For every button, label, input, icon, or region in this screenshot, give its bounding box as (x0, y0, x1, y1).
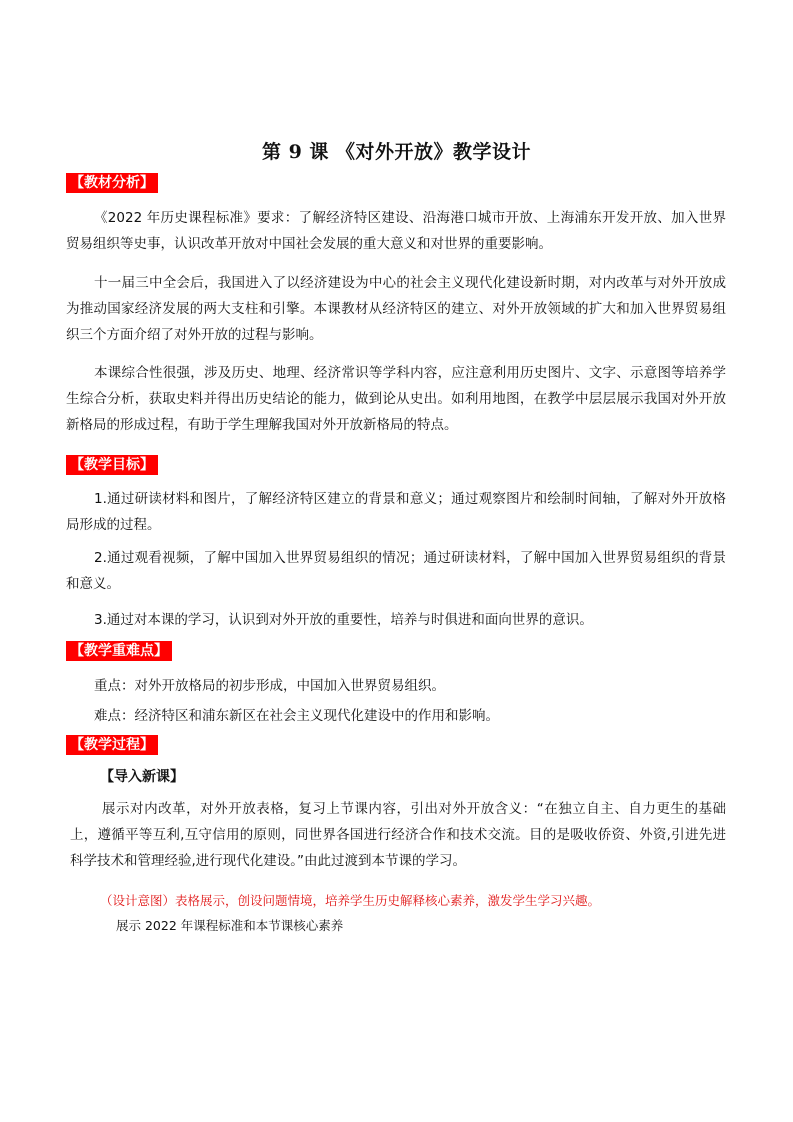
heading-teaching-goals: 【教学目标】 (66, 455, 158, 475)
goal-item-1: 1.通过研读材料和图片，了解经济特区建立的背景和意义；通过观察图片和绘制时间轴，了解对外开放格局形成的过程。 (66, 491, 726, 533)
intro-subheading: 【导入新课】 (100, 769, 184, 785)
analysis-paragraph-2: 十一届三中全会后，我国进入了以经济建设为中心的社会主义现代化建设新时期，对内改革与对外开放成为推动国家经济发展的两大支柱和引擎。本课教材从经济特区的建立、对外开放领域的扩大和加入世界贸易组织三个方面介绍了对外开放的过程与影响。 (66, 275, 726, 343)
key-point: 重点：对外开放格局的初步形成，中国加入世界贸易组织。 (94, 678, 445, 694)
analysis-paragraph-3: 本课综合性很强，涉及历史、地理、经济常识等学科内容，应注意利用历史图片、文字、示意图等培养学生综合分析，获取史料并得出历史结论的能力，做到论从史出。如利用地图，在教学中层层展示我国对外开放新格局的形成过程，有助于学生理解我国对外开放新格局的特点。 (66, 365, 726, 433)
heading-teaching-process: 【教学过程】 (66, 735, 158, 755)
goal-item-3: 3.通过对本课的学习，认识到对外开放的重要性，培养与时俱进和面向世界的意识。 (94, 612, 593, 628)
show-standard-text: 展示 2022 年课程标准和本节课核心素养 (116, 918, 344, 933)
intro-paragraph: 展示对内改革，对外开放表格，复习上节课内容，引出对外开放含义：“在独立自主、自力更生的基础上，遵循平等互利,互守信用的原则，同世界各国进行经济合作和技术交流。目的是吸收侨资、外资,引进先进科学技术和管理经验,进行现代化建设。”由此过渡到本节课的学习。 (70, 801, 726, 869)
goal-item-2: 2.通过观看视频，了解中国加入世界贸易组织的情况；通过研读材料，了解中国加入世界贸易组织的背景和意义。 (66, 550, 726, 592)
design-intent-note: （设计意图）表格展示，创设问题情境，培养学生历史解释核心素养，激发学生学习兴趣。 (100, 893, 601, 908)
heading-key-difficult-points: 【教学重难点】 (66, 641, 172, 661)
heading-textbook-analysis: 【教材分析】 (66, 173, 158, 193)
analysis-paragraph-1: 《2022 年历史课程标准》要求：了解经济特区建设、沿海港口城市开放、上海浦东开发开放、加入世界贸易组织等史事，认识改革开放对中国社会发展的重大意义和对世界的重要影响。 (66, 210, 726, 252)
difficult-point: 难点：经济特区和浦东新区在社会主义现代化建设中的作用和影响。 (94, 708, 499, 724)
document-title: 第 9 课 《对外开放》教学设计 (261, 141, 532, 163)
